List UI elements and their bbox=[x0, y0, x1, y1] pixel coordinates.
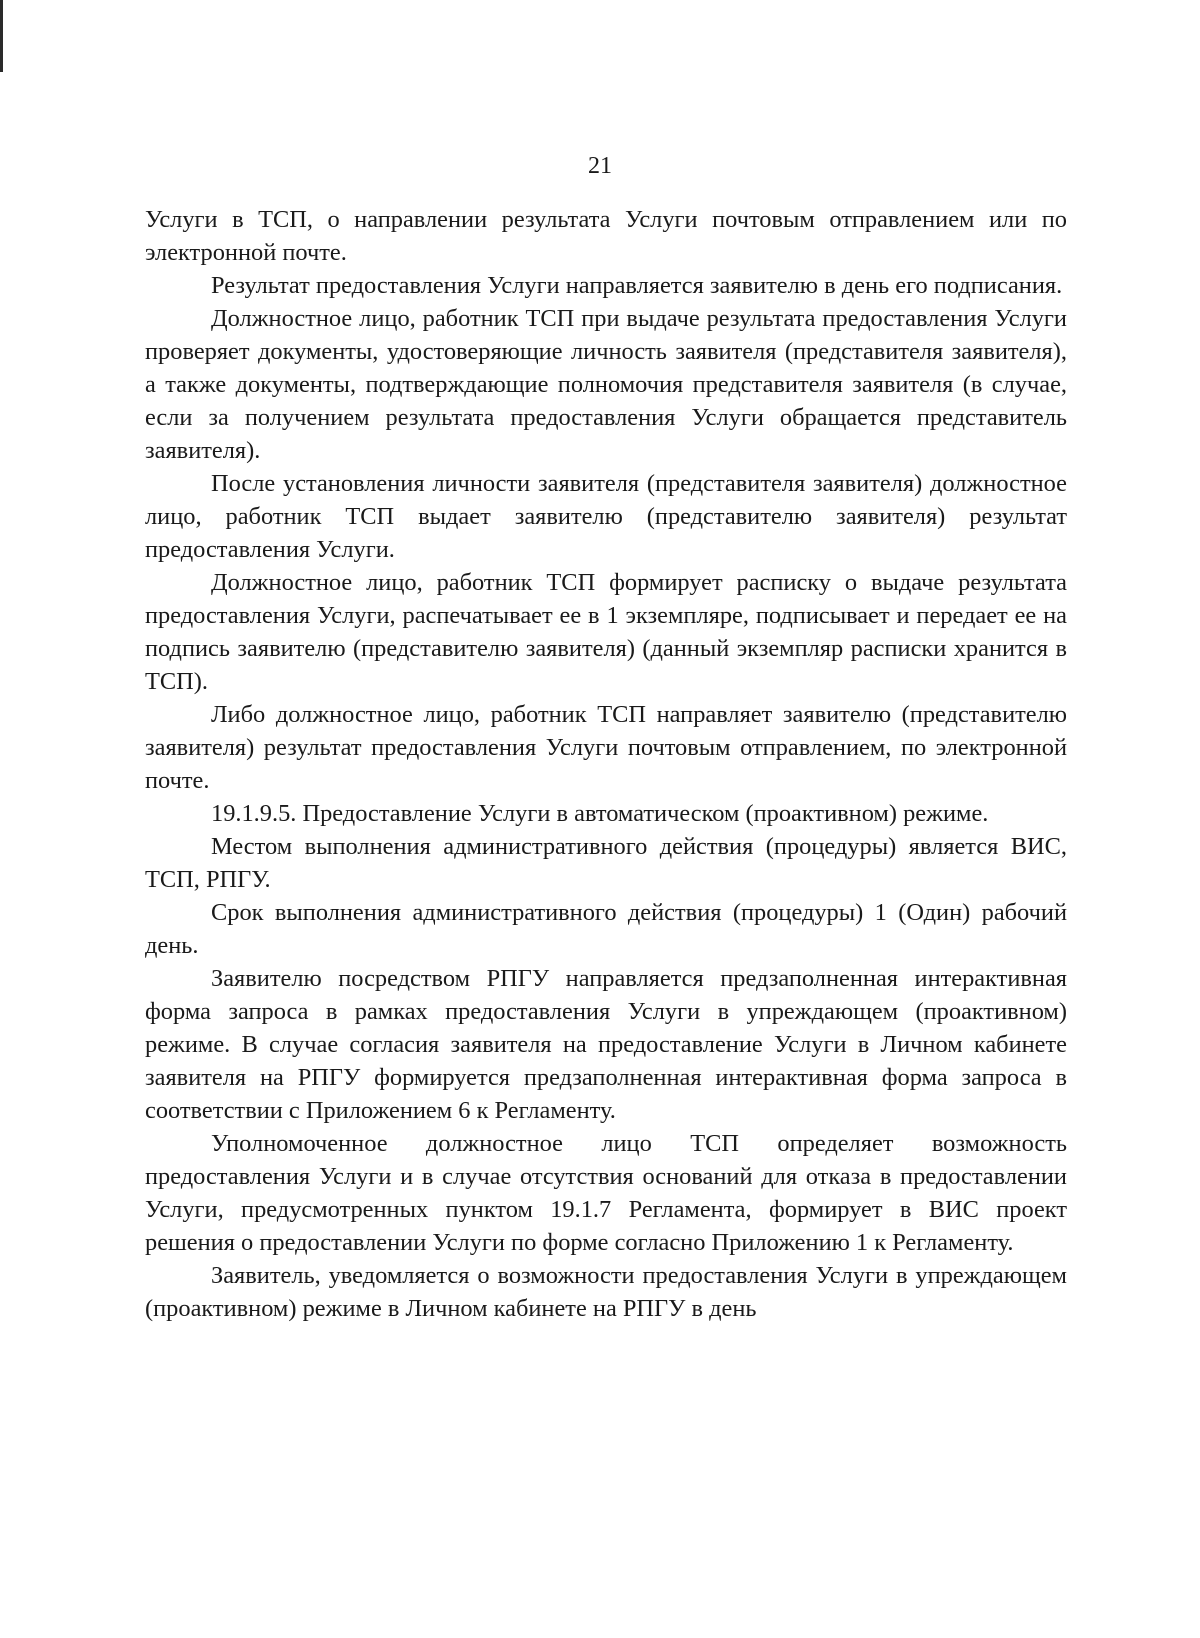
paragraph-issue-result: После установления личности заявителя (представителя заявителя) должностное лицо, работник ТСП выдает заявителю (представителю заявителя) результат предоставления Услуги. bbox=[145, 470, 1067, 563]
page-number: 21 bbox=[588, 153, 612, 179]
paragraph-authorized-official: Уполномоченное должностное лицо ТСП определяет возможность предоставления Услуги и в случае отсутствия оснований для отказа в предоставлении Услуги, предусмотренных пунктом 19.1.7 Регламента, формирует в ВИС проект решения о предоставлении Услуги по форме согласно Приложению 1 к Регламенту. bbox=[145, 1130, 1067, 1256]
paragraph-continuation: Услуги в ТСП, о направлении результата Услуги почтовым отправлением или по электронной почте. bbox=[145, 206, 1067, 266]
paragraph-result-sent: Результат предоставления Услуги направляется заявителю в день его подписания. bbox=[211, 272, 1063, 299]
paragraph-deadline: Срок выполнения административного действия (процедуры) 1 (Один) рабочий день. bbox=[145, 899, 1067, 959]
document-body bbox=[145, 203, 1067, 1325]
paragraph-section-heading: 19.1.9.5. Предоставление Услуги в автоматическом (проактивном) режиме. bbox=[211, 800, 989, 827]
paragraph-place: Местом выполнения административного действия (процедуры) является ВИС, ТСП, РПГУ. bbox=[145, 833, 1067, 893]
paragraph-identity-check: Должностное лицо, работник ТСП при выдаче результата предоставления Услуги проверяет документы, удостоверяющие личность заявителя (представителя заявителя), а также документы, подтверждающие полномочия представителя заявителя (в случае, если за получением результата предоставления Услуги обращается представитель заявителя). bbox=[145, 305, 1067, 464]
paragraph-prefilled-form: Заявителю посредством РПГУ направляется предзаполненная интерактивная форма запроса в рамках предоставления Услуги в упреждающем (проактивном) режиме. В случае согласия заявителя на предоставление Услуги в Личном кабинете заявителя на РПГУ формируется предзаполненная интерактивная форма запроса в соответствии с Приложением 6 к Регламенту. bbox=[145, 965, 1067, 1124]
paragraph-receipt: Должностное лицо, работник ТСП формирует расписку о выдаче результата предоставления Услуги, распечатывает ее в 1 экземпляре, подписывает и передает ее на подпись заявителю (представителю заявителя) (данный экземпляр расписки хранится в ТСП). bbox=[145, 569, 1067, 695]
scan-edge-line bbox=[0, 0, 3, 72]
paragraph-notification: Заявитель, уведомляется о возможности предоставления Услуги в упреждающем (проактивном) режиме в Личном кабинете на РПГУ в день bbox=[145, 1262, 1067, 1322]
paragraph-mail-delivery: Либо должностное лицо, работник ТСП направляет заявителю (представителю заявителя) результат предоставления Услуги почтовым отправлением, по электронной почте. bbox=[145, 701, 1067, 794]
